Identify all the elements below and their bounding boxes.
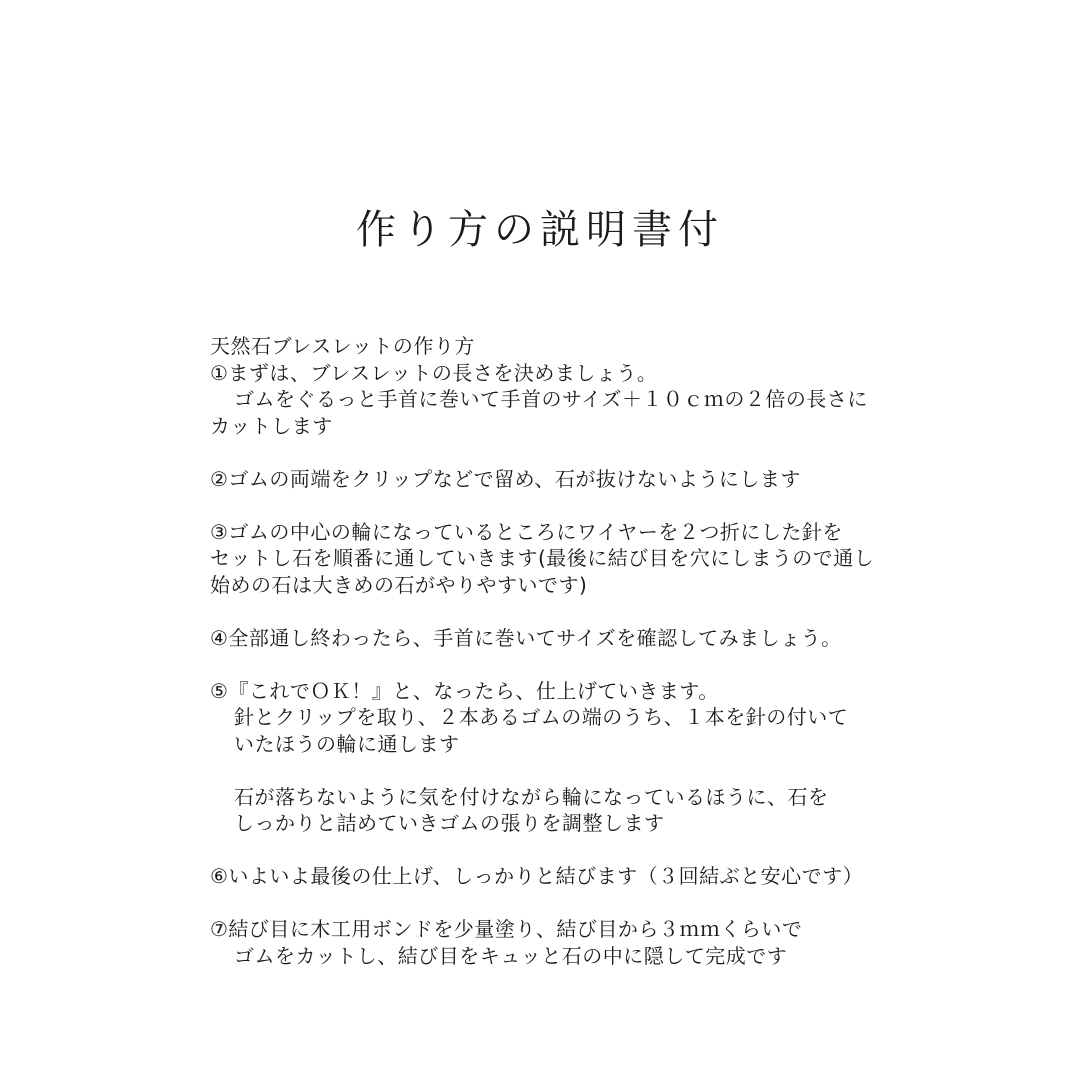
step-1-line-1: ①まずは、ブレスレットの長さを決めましょう。 [210,360,658,385]
step-5-line-5: しっかりと詰めていきゴムの張りを調整します [234,811,665,835]
step-7-line-1: ⑦結び目に木工用ボンドを少量塗り、結び目から３ｍｍくらいで [210,917,803,941]
spacer [210,492,940,519]
step-3-line-3: 始めの石は大きめの石がやりやすいです) [210,572,588,597]
step-2-line-1: ②ゴムの両端をクリップなどで留め、石が抜けないようにします [210,466,801,491]
step-4-line-1: ④全部通し終わったら、手首に巻いてサイズを確認してみましょう。 [210,625,842,650]
step-5-line-2: 針とクリップを取り、２本あるゴムの端のうち、１本を針の付いて [234,705,849,729]
spacer [210,651,940,678]
spacer [210,439,940,466]
step-5-line-1: ⑤『これでＯＫ！』と、なったら、仕上げていきます。 [210,678,719,703]
step-7-line-2: ゴムをカットし、結び目をキュッと石の中に隠して完成です [234,943,788,968]
spacer [210,757,940,784]
instructions-subtitle: 天然石ブレスレットの作り方 [210,334,475,358]
step-6-line-1: ⑥いよいよ最後の仕上げ、しっかりと結びます（３回結ぶと安心です） [210,864,864,888]
spacer [210,890,940,917]
step-1-line-2: ゴムをぐるっと手首に巻いて手首のサイズ＋１０ｃｍの２倍の長さに [234,387,868,411]
instructions-body [210,333,940,969]
step-1-line-3: カットします [210,413,333,438]
step-3-line-1: ③ゴムの中心の輪になっているところにワイヤーを２つ折にした針を [210,519,843,544]
step-3-line-2: セットし石を順番に通していきます(最後に結び目を穴にしまうので通し [210,546,875,570]
spacer [210,598,940,625]
spacer [210,837,940,864]
page-title: 作り方の説明書付 [356,207,724,253]
step-5-line-4: 石が落ちないように気を付けながら輪になっているほうに、石を [234,784,829,809]
step-5-line-3: いたほうの輪に通します [234,731,460,756]
